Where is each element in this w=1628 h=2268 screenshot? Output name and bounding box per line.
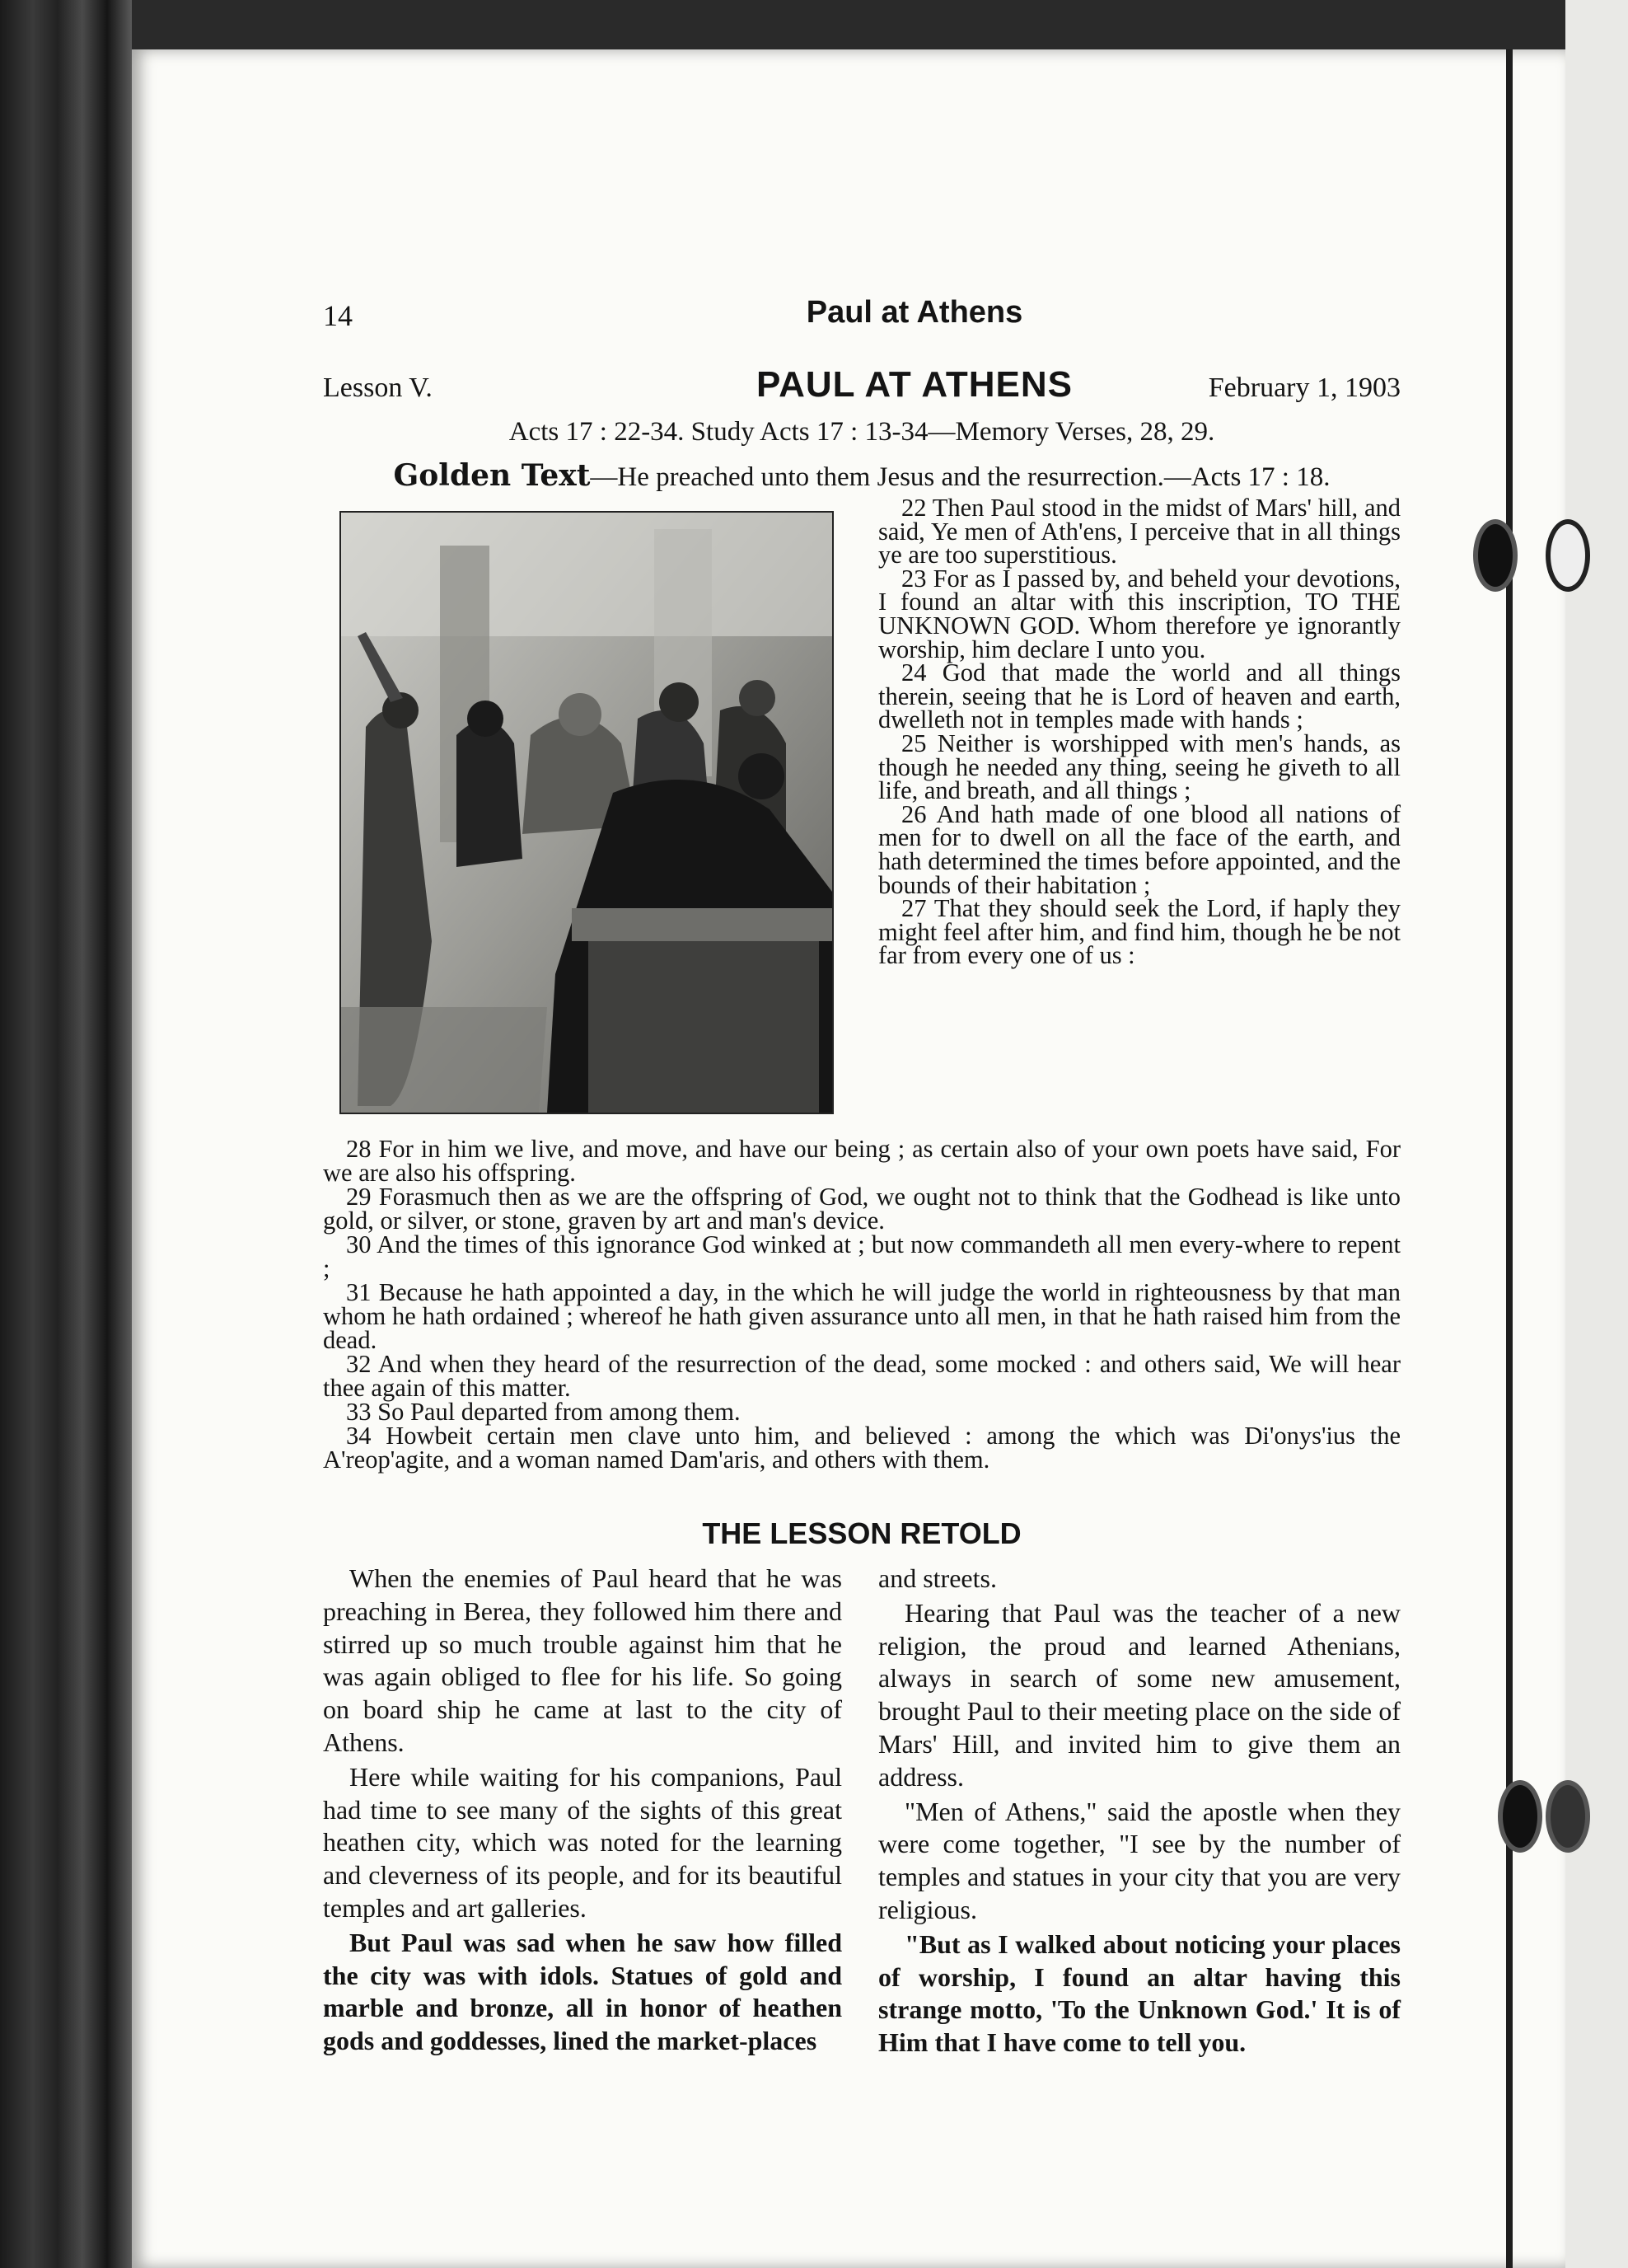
verse: 25 Neither is worshipped with men's hands, as though he needed any thing, seeing he giveth to all life, and breath, and all things ;	[878, 729, 1401, 805]
golden-text	[323, 458, 1401, 493]
verses-right-column	[878, 496, 1401, 968]
verse: 32 And when they heard of the resurrection of the dead, some mocked : and others said, We will hear thee again of this matter.	[323, 1350, 1401, 1402]
verses-full-width	[323, 1137, 1401, 1472]
verse: 33 So Paul departed from among them.	[346, 1398, 741, 1426]
lesson-label: Lesson V.	[323, 373, 433, 403]
illustration-paul-preaching	[339, 511, 834, 1114]
scripture-reference: Acts 17 : 22-34. Study Acts 17 : 13-34—Memory Verses, 28, 29.	[508, 417, 1215, 447]
verse: 24 God that made the world and all things therein, seeing that he is Lord of heaven and earth, dwelleth not in temples made with hands ;	[878, 658, 1401, 734]
lesson-date: February 1, 1903	[1208, 373, 1401, 403]
verse: 28 For in him we live, and move, and have our being ; as certain also of your own poets have said, For we are also his offspring.	[323, 1135, 1401, 1187]
paragraph: When the enemies of Paul heard that he was preaching in Berea, they followed him there and stirred up so much trouble against him that he was again obliged to flee for his life. So going on board ship he came at last to the city of Athens.	[323, 1563, 842, 1757]
paragraph: Here while waiting for his companions, Paul had time to see many of the sights of this great heathen city, which was noted for the learning and cleverness of its people, and for its beautiful temples and art galleries.	[323, 1761, 842, 1923]
retold-left-column	[323, 1563, 842, 2059]
book-edge	[0, 0, 132, 2268]
engraving-image	[341, 513, 832, 1113]
verse: 29 Forasmuch then as we are the offspring of God, we ought not to think that the Godhead is like unto gold, or silver, or stone, graven by art and man's device.	[323, 1183, 1401, 1235]
golden-text-body: —He preached unto them Jesus and the resurrection.—Acts 17 : 18.	[590, 462, 1331, 492]
verse: 26 And hath made of one blood all nations of men for to dwell on all the face of the earth, and hath determined the times before appointed, and the bounds of their habitation ;	[878, 799, 1401, 899]
paragraph: But Paul was sad when he saw how filled the city was with idols. Statues of gold and marble and bronze, all in honor of heathen gods and goddesses, lined the market-places	[323, 1927, 842, 2056]
binding-hole	[1546, 519, 1590, 592]
lesson-title: PAUL AT ATHENS	[756, 364, 1073, 405]
verse: 30 And the times of this ignorance God winked at ; but now commandeth all men every-where to repent ;	[323, 1230, 1401, 1282]
verse: 31 Because he hath appointed a day, in the which he will judge the world in righteousness by that man whom he hath ordained ; whereof he hath given assurance unto all men, in that he hath raised him from the dead.	[323, 1278, 1401, 1354]
verse: 23 For as I passed by, and beheld your devotions, I found an altar with this inscription, TO THE UNKNOWN GOD. Whom therefore ye ignorantly worship, him declare I unto you.	[878, 564, 1401, 663]
paragraph: Hearing that Paul was the teacher of a new religion, the proud and learned Athenians, always in search of some new amusement, brought Paul to their meeting place on the side of Mars' Hill, and invited him to give them an address.	[878, 1597, 1401, 1792]
retold-right-column	[878, 1563, 1401, 2061]
paragraph-continuation: and streets.	[878, 1563, 997, 1593]
right-margin	[1565, 0, 1628, 2268]
binding-hole	[1546, 1780, 1590, 1853]
paragraph: "But as I walked about noticing your places of worship, I found an altar having this strange motto, 'To the Unknown God.' It is of Him that I have come to tell you.	[878, 1928, 1401, 2058]
verse: 22 Then Paul stood in the midst of Mars' hill, and said, Ye men of Ath'ens, I perceive that in all things ye are too superstitious.	[878, 494, 1401, 569]
section-heading: THE LESSON RETOLD	[702, 1516, 1022, 1550]
verse: 34 Howbeit certain men clave unto him, and believed : among the which was Di'onys'ius the A'reop'agite, and a woman named Dam'aris, and others with them.	[323, 1422, 1401, 1474]
binding-hole	[1498, 1780, 1542, 1853]
binding-hole	[1473, 519, 1518, 592]
verse: 27 That they should seek the Lord, if haply they might feel after him, and find him, though he be not far from every one of us :	[878, 894, 1401, 970]
golden-text-label: Golden Text	[393, 458, 591, 493]
running-header: Paul at Athens	[806, 295, 1023, 330]
binding-line	[1506, 49, 1513, 2268]
paragraph: "Men of Athens," said the apostle when they were come together, "I see by the number of temples and statues in your city that you are very religious.	[878, 1796, 1401, 1924]
page-number: 14	[323, 299, 353, 332]
